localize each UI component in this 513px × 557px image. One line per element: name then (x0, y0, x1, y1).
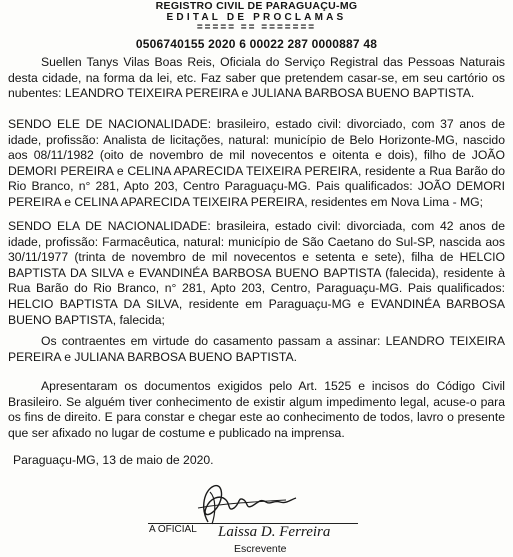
documents-text: Apresentaram os documentos exigidos pelo Art. 1525 e incisos do Código Civil Brasileiro. Se alguém tiver conhecimento de existir algum impedimento legal, acuse-o para os fins de direito. E para constar e chegar este ao conhecimento de todos, lavro o presente que ser afixado no lugar de costume e publicado na imprensa. (8, 379, 505, 440)
place-date: Paraguaçu-MG, 13 de maio de 2020. (13, 453, 214, 467)
signer-name: Laissa D. Ferreira (218, 524, 331, 540)
edital-title: EDITAL DE PROCLAMAS (166, 12, 347, 23)
bride-text: SENDO ELA DE NACIONALIDADE: brasileira, estado civil: divorciada, com 42 anos de idade, profissão: Farmacêutica, natural: município de São Caetano do Sul-SP, nascida aos 30/11/1977 (trinta de novembro de mil novecentos e setenta e sete), filha de HELCIO BAPTISTA DA SILVA e EVANDINÉA BARBOSA BUENO BAPTISTA (falecida), residente à Rua Barão do Rio Branco, n° 281, Apto 203, Centro, Paraguaçu-MG. Pais qualificados: HELCIO BAPTISTA DA SILVA, residente em Paraguaçu-MG e EVANDINÉA BARBOSA BUENO BAPTISTA, falecida; (8, 219, 505, 327)
groom-paragraph (8, 117, 505, 211)
intro-text: Suellen Tanys Vilas Boas Reis, Oficiala do Serviço Registral das Pessoas Naturais desta cidade, na forma da lei, etc. Faz saber que pretendem casar-se, em seu cartório os nubentes: LEANDRO TEIXEIRA PEREIRA e JULIANA BARBOSA BUENO BAPTISTA. (8, 55, 505, 101)
signature-block (0, 478, 513, 557)
names-paragraph (8, 334, 505, 365)
title-underline: ===== == ======= (196, 22, 317, 33)
bride-paragraph (8, 219, 505, 328)
signature-prefix: A OFICIAL (149, 524, 197, 535)
registry-title: REGISTRO CIVIL DE PARAGUAÇU-MG (155, 0, 358, 12)
names-text: Os contraentes em virtude do casamento passam a assinar: LEANDRO TEIXEIRA PEREIRA e JULIANA BARBOSA BUENO BAPTISTA. (8, 334, 505, 364)
document-code: 0506740155 2020 6 00022 287 0000887 48 (135, 37, 378, 51)
signer-role: Escrevente (234, 543, 287, 555)
intro-paragraph (8, 55, 505, 102)
documents-paragraph (8, 379, 505, 441)
groom-text: SENDO ELE DE NACIONALIDADE: brasileiro, estado civil: divorciado, com 37 anos de idade, profissão: Analista de licitações, natural: município de Belo Horizonte-MG, nascido aos 08/11/1982 (oito de novembro de mil novecentos e oitenta e dois), filho de JOÃO DEMORI PEREIRA e CELINA APARECIDA TEIXEIRA PEREIRA, residente a Rua Barão do Rio Branco, n° 281, Apto 203, Centro Paraguaçu-MG. Pais qualificados: JOÃO DEMORI PEREIRA e CELINA APARECIDA TEIXEIRA PEREIRA, residentes em Nova Lima - MG; (8, 117, 505, 209)
